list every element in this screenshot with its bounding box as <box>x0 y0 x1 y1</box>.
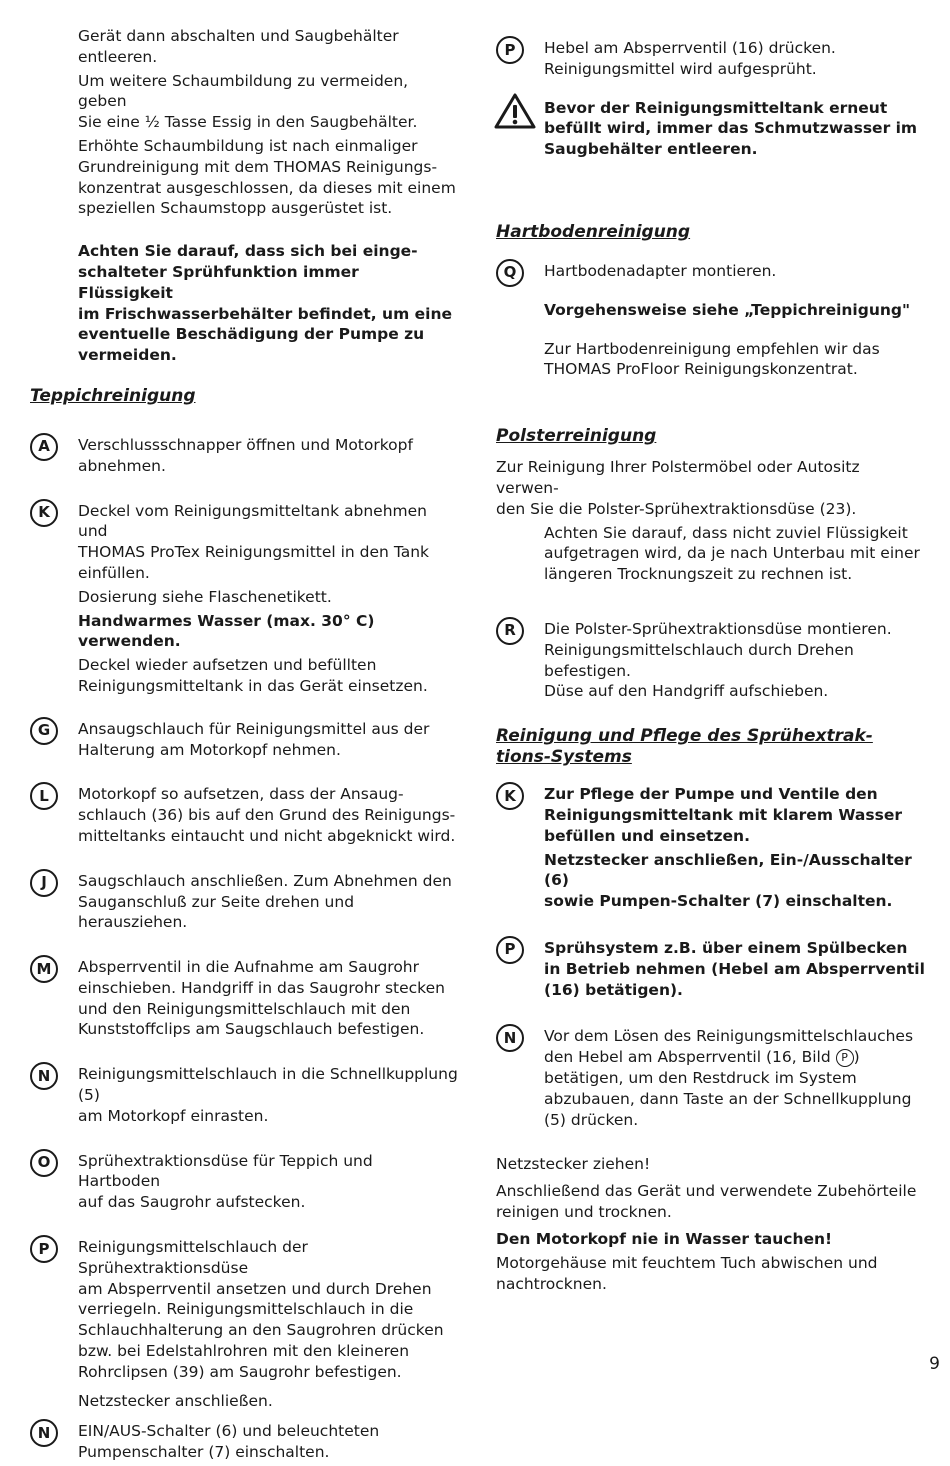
step-marker-p: P <box>496 36 524 64</box>
step-marker-a: A <box>30 433 58 461</box>
step-k-right-text-2: Netzstecker anschließen, Ein-/Ausschalter (6) sowie Pumpen-Schalter (7) einschalten. <box>544 850 912 911</box>
step-g <box>30 719 458 761</box>
step-marker-q: Q <box>496 259 524 287</box>
step-j-text: Saugschlauch anschließen. Zum Abnehmen den Sauganschluß zur Seite drehen und herausziehen. <box>78 871 452 932</box>
step-k-right <box>496 784 926 912</box>
polster-paragraph-2: Achten Sie darauf, dass nicht zuviel Flüssigkeit aufgetragen wird, da je nach Unterbau mit einer längeren Trocknungszeit zu rechnen ist. <box>544 523 920 584</box>
step-p <box>30 1237 458 1411</box>
step-a <box>30 435 458 477</box>
left-column <box>30 26 458 1466</box>
end-paragraph-1: Netzstecker ziehen! <box>496 1155 651 1174</box>
step-n-1 <box>30 1064 458 1126</box>
warning-block <box>496 98 926 160</box>
step-p-right-text: Hebel am Absperrventil (16) drücken. Reinigungsmittel wird aufgesprüht. <box>544 39 836 78</box>
intro-bold-note: Achten Sie darauf, dass sich bei einge- schalteter Sprühfunktion immer Flüssigkeit im Frischwasserbehälter befindet, um eine eventuelle Beschädigung der Pumpe zu vermeiden. <box>78 242 453 365</box>
step-a-text: Verschlussschnapper öffnen und Motorkopf abnehmen. <box>78 435 413 475</box>
step-marker-p: P <box>496 936 524 964</box>
step-l <box>30 784 458 846</box>
step-n-right-text <box>544 1026 926 1130</box>
step-n-2-text: EIN/AUS-Schalter (6) und beleuchteten Pumpenschalter (7) einschalten. <box>78 1422 380 1462</box>
warning-triangle-icon <box>494 92 536 130</box>
heading-hartbodenreinigung: Hartbodenreinigung <box>496 221 691 242</box>
intro-paragraph-1: Gerät dann abschalten und Saugbehälter entleeren. <box>78 27 399 66</box>
step-g-text: Ansaugschlauch für Reinigungsmittel aus der Halterung am Motorkopf nehmen. <box>78 719 430 759</box>
step-n-right <box>496 1026 926 1130</box>
step-k <box>30 501 458 697</box>
netzstecker-anschliessen: Netzstecker anschließen. <box>78 1391 273 1410</box>
step-r-text: Die Polster-Sprühextraktionsdüse montieren. Reinigungsmittelschlauch durch Drehen befestigen. Düse auf den Handgriff aufschieben. <box>544 619 892 701</box>
heading-polsterreinigung: Polsterreinigung <box>496 426 657 447</box>
step-marker-g: G <box>30 717 58 745</box>
step-k-text-2: Dosierung siehe Flaschenetikett. <box>78 587 332 606</box>
step-marker-m: M <box>30 955 58 983</box>
end-paragraph-3: Motorgehäuse mit feuchtem Tuch abwischen und nachtrocknen. <box>496 1254 878 1294</box>
step-marker-n: N <box>30 1062 58 1090</box>
step-j <box>30 871 458 933</box>
polster-paragraph-1: Zur Reinigung Ihrer Polstermöbel oder Autositz verwen- den Sie die Polster-Sprühextraktionsdüse (23). <box>496 458 860 518</box>
step-k-text-1: Deckel vom Reinigungsmitteltank abnehmen und THOMAS ProTex Reinigungsmittel in den Tank einfüllen. <box>78 501 430 582</box>
end-bold-warning: Den Motorkopf nie in Wasser tauchen! <box>496 1229 833 1248</box>
right-column <box>496 26 926 1298</box>
inline-step-marker-p: P <box>836 1049 854 1067</box>
step-l-text: Motorkopf so aufsetzen, dass der Ansaug- schlauch (36) bis auf den Grund des Reinigungs- mitteltanks eintaucht und nicht abgeknickt wird. <box>78 785 456 845</box>
step-m-text: Absperrventil in die Aufnahme am Saugrohr einschieben. Handgriff in das Saugrohr stecken und den Reinigungsmittelschlauch mit den Kunststoffclips am Saugschlauch befestigen. <box>78 958 445 1039</box>
step-o-text: Sprühextraktionsdüse für Teppich und Hartboden auf das Saugrohr aufstecken. <box>78 1151 373 1212</box>
heading-teppichreinigung: Teppichreinigung <box>30 385 196 406</box>
intro-paragraph-2: Um weitere Schaumbildung zu vermeiden, geben Sie eine ½ Tasse Essig in den Saugbehälter. <box>78 71 418 132</box>
page-number: 9 <box>929 1354 940 1374</box>
step-marker-k: K <box>30 499 58 527</box>
step-m <box>30 957 458 1040</box>
intro-block <box>30 26 458 366</box>
step-p-right-2 <box>496 938 926 1000</box>
step-marker-n: N <box>30 1419 58 1447</box>
step-n-right-text-a: Vor dem Lösen des Reinigungsmittelschlauches den Hebel am Absperrventil (16, Bild <box>544 1027 914 1067</box>
step-p-right-2-text: Sprühsystem z.B. über einem Spülbecken in Betrieb nehmen (Hebel am Absperrventil (16) betätigen). <box>544 938 925 999</box>
intro-paragraph-3: Erhöhte Schaumbildung ist nach einmaliger Grundreinigung mit dem THOMAS Reinigungs- konzentrat ausgeschlossen, da dieses mit einem speziellen Schaumstopp ausgerüstet ist. <box>78 136 456 218</box>
heading-reinigung-pflege: Reinigung und Pflege des Sprühextrak- tions-Systems <box>496 726 873 768</box>
step-n-right-text-b: ) betätigen, um den Restdruck im System abzubauen, dann Taste an der Schnellkupplung (5) drücken. <box>544 1048 912 1129</box>
step-o <box>30 1151 458 1213</box>
step-marker-l: L <box>30 782 58 810</box>
hartboden-vorgehensweise: Vorgehensweise siehe „Teppichreinigung" <box>544 300 911 319</box>
step-k-right-text-1: Zur Pflege der Pumpe und Ventile den Reinigungsmitteltank mit klarem Wasser befüllen und einsetzen. <box>544 785 902 845</box>
step-n-1-text: Reinigungsmittelschlauch in die Schnellkupplung (5) am Motorkopf einrasten. <box>78 1065 458 1125</box>
step-p-right <box>496 38 926 80</box>
step-k-text-3: Handwarmes Wasser (max. 30° C) verwenden. <box>78 611 375 651</box>
step-marker-j: J <box>30 869 58 897</box>
step-marker-o: O <box>30 1149 58 1177</box>
step-marker-k: K <box>496 782 524 810</box>
warning-text: Bevor der Reinigungsmitteltank erneut befüllt wird, immer das Schmutzwasser im Saugbehälter entleeren. <box>544 98 918 159</box>
step-marker-p: P <box>30 1235 58 1263</box>
step-r <box>496 619 926 702</box>
step-marker-n: N <box>496 1024 524 1052</box>
step-q <box>496 261 926 380</box>
step-q-text: Hartbodenadapter montieren. <box>544 261 777 280</box>
step-k-text-4: Deckel wieder aufsetzen und befüllten Reinigungsmitteltank in das Gerät einsetzen. <box>78 656 428 695</box>
step-marker-r: R <box>496 617 524 645</box>
hartboden-empfehlung: Zur Hartbodenreinigung empfehlen wir das THOMAS ProFloor Reinigungskonzentrat. <box>544 339 880 379</box>
step-p-text: Reinigungsmittelschlauch der Sprühextraktionsdüse am Absperrventil ansetzen und durch Drehen verriegeln. Reinigungsmittelschlauch in die Schlauchhalterung an den Saugrohren drücken bzw. bei Edelstahlrohren mit den kleineren Rohrclipsen (39) am Saugrohr befestigen. <box>78 1238 444 1381</box>
step-n-2 <box>30 1421 458 1463</box>
end-paragraph-2: Anschließend das Gerät und verwendete Zubehörteile reinigen und trocknen. <box>496 1182 917 1221</box>
